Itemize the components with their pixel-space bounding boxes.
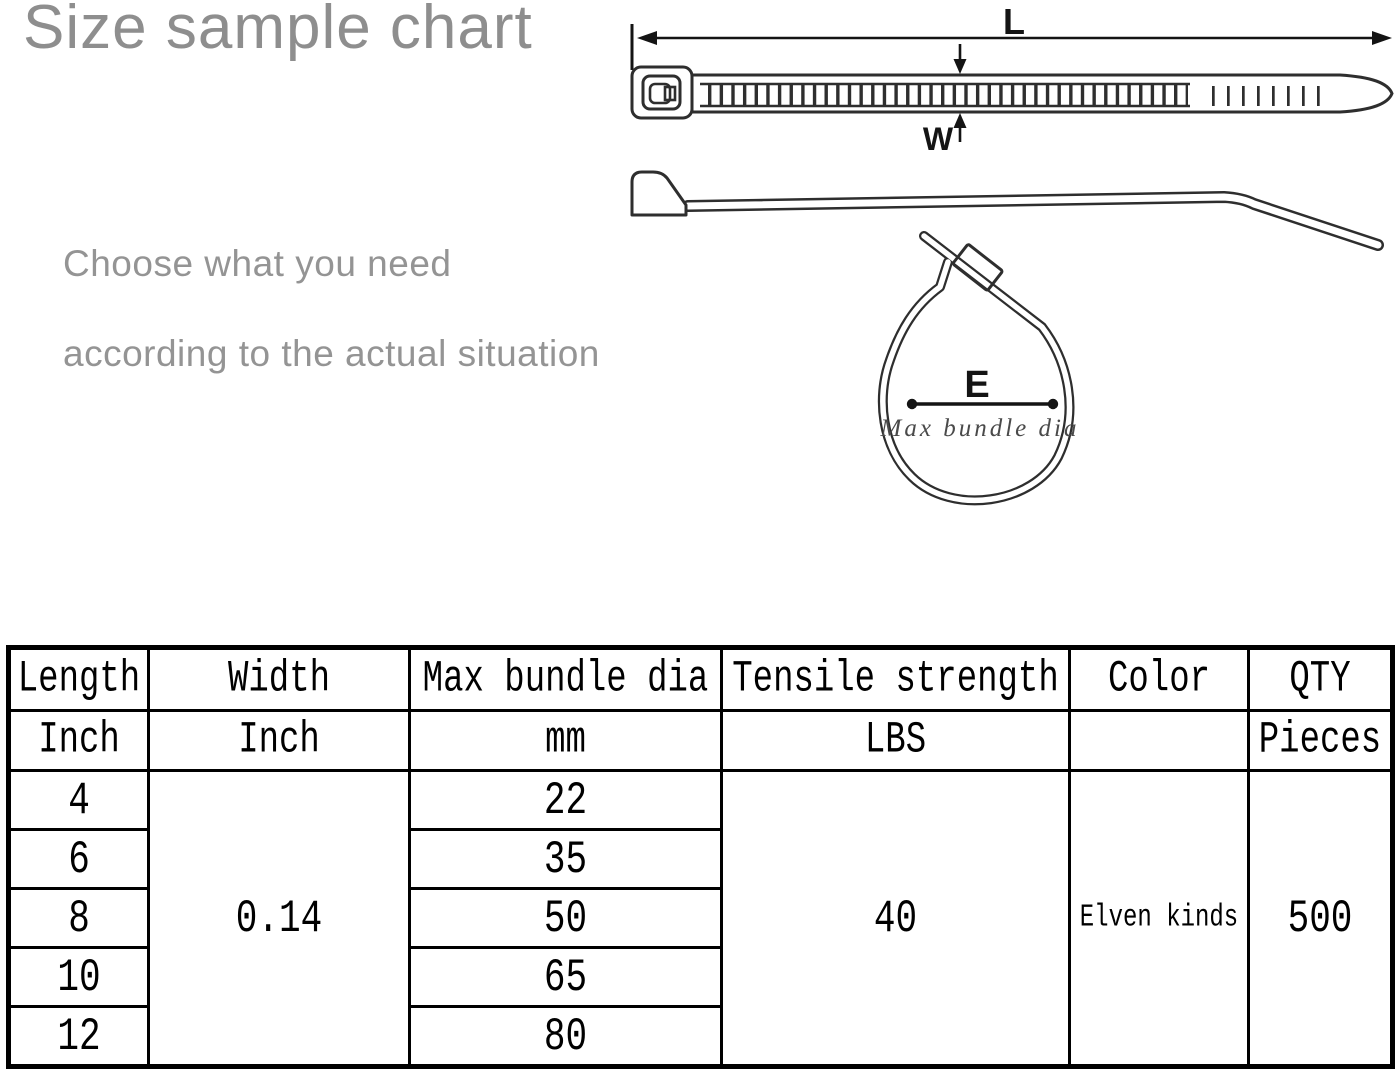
header-color: Color <box>1070 648 1249 711</box>
length-cell: 10 <box>9 948 149 1007</box>
subtitle-line-1: Choose what you need <box>63 243 452 284</box>
header-width: Width <box>149 648 410 711</box>
length-cell: 12 <box>9 1007 149 1067</box>
header-max-bundle-dia: Max bundle dia <box>410 648 722 711</box>
length-label: L <box>1003 1 1025 42</box>
diameter-label: E <box>964 364 990 406</box>
dia-cell: 50 <box>410 889 722 948</box>
size-table <box>6 645 1395 1069</box>
diameter-caption: Max bundle dia <box>880 415 1080 442</box>
page-title: Size sample chart <box>23 0 533 62</box>
table-row <box>9 771 1393 830</box>
subtitle-line-2: according to the actual situation <box>63 333 600 374</box>
cable-tie-side-view <box>632 172 1378 245</box>
dia-cell: 22 <box>410 771 722 830</box>
width-label: W <box>922 121 954 157</box>
unit-color <box>1070 711 1249 771</box>
length-cell: 4 <box>9 771 149 830</box>
header-length: Length <box>9 648 149 711</box>
tensile-value-cell: 40 <box>722 771 1070 1067</box>
qty-value-cell: 500 <box>1249 771 1393 1067</box>
unit-qty: Pieces <box>1249 711 1393 771</box>
color-value-cell: Elven kinds <box>1070 771 1249 1067</box>
table-units-row <box>9 711 1393 771</box>
cable-tie-top-view <box>632 1 1392 157</box>
table-header-row <box>9 648 1393 711</box>
unit-tensile-strength: LBS <box>722 711 1070 771</box>
header-qty: QTY <box>1249 648 1393 711</box>
dia-cell: 35 <box>410 830 722 889</box>
dia-cell: 80 <box>410 1007 722 1067</box>
unit-max-bundle-dia: mm <box>410 711 722 771</box>
unit-length: Inch <box>9 711 149 771</box>
cable-tie-loop-view <box>880 236 1080 500</box>
dia-cell: 65 <box>410 948 722 1007</box>
length-cell: 8 <box>9 889 149 948</box>
length-cell: 6 <box>9 830 149 889</box>
header-tensile-strength: Tensile strength <box>722 648 1070 711</box>
width-value-cell: 0.14 <box>149 771 410 1067</box>
unit-width: Inch <box>149 711 410 771</box>
